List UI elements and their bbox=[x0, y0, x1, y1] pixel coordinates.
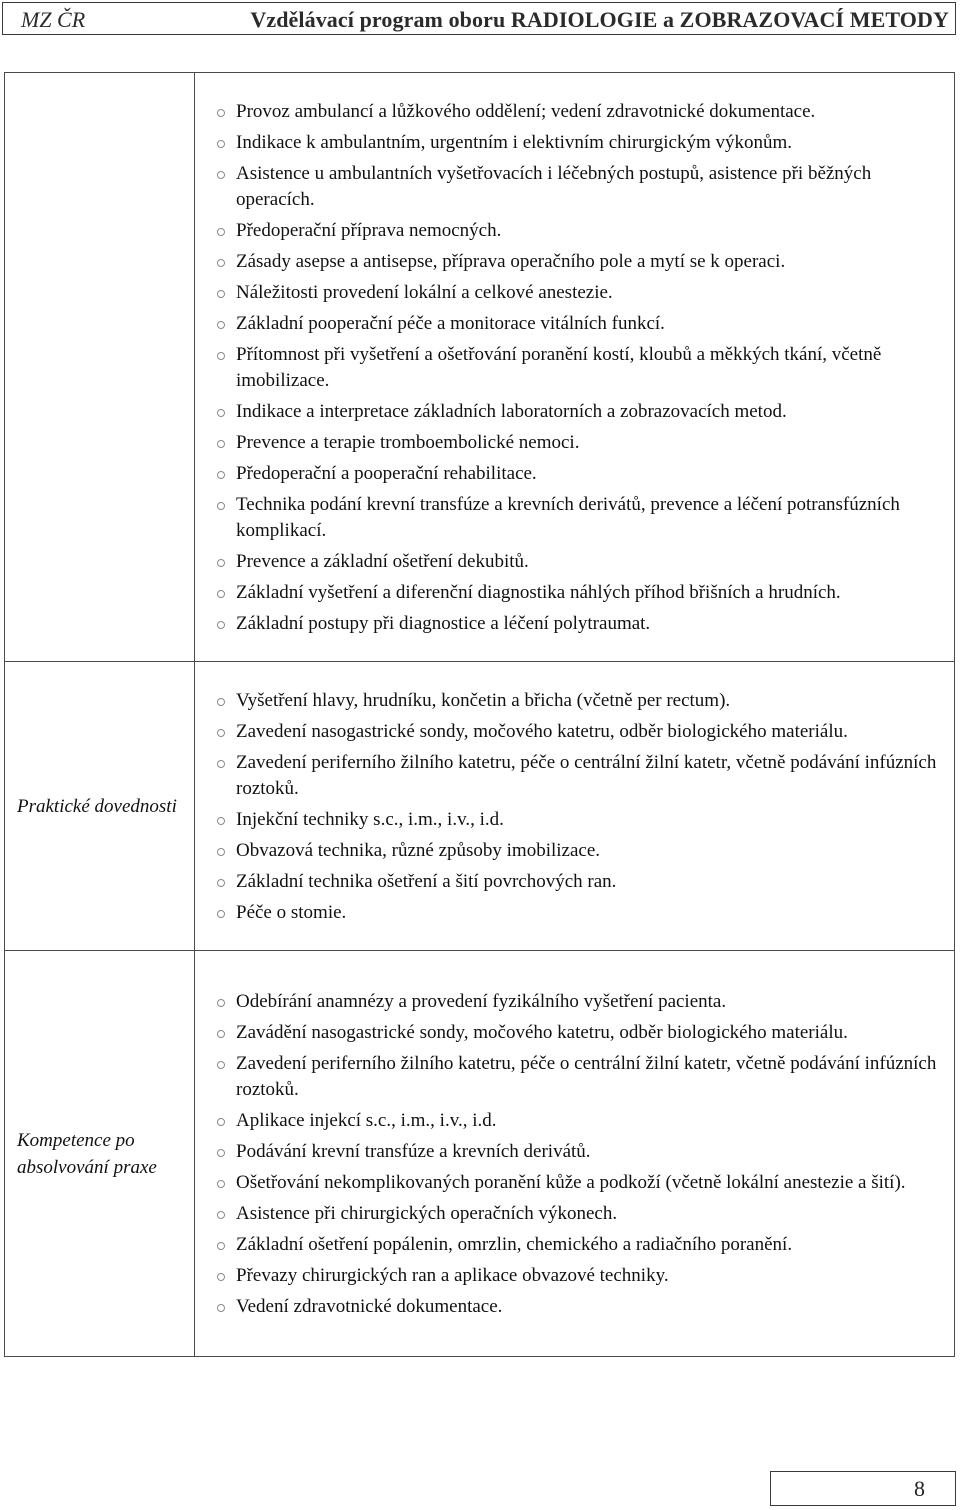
table-row bbox=[5, 662, 955, 951]
page-number-box bbox=[770, 1471, 956, 1506]
page-number: 8 bbox=[914, 1476, 925, 1501]
list-item: Technika podání krevní transfúze a krevních derivátů, prevence a léčení potransfúzních komplikací. bbox=[215, 492, 946, 544]
list-item: Indikace a interpretace základních laboratorních a zobrazovacích metod. bbox=[215, 399, 946, 425]
list-item: Základní pooperační péče a monitorace vitálních funkcí. bbox=[215, 311, 946, 337]
list-item: Náležitosti provedení lokální a celkové anestezie. bbox=[215, 280, 946, 306]
list-item: Základní technika ošetření a šití povrchových ran. bbox=[215, 869, 946, 895]
table-row bbox=[5, 73, 955, 662]
list-item: Předoperační a pooperační rehabilitace. bbox=[215, 461, 946, 487]
curriculum-table bbox=[4, 72, 955, 1357]
list-item: Vyšetření hlavy, hrudníku, končetin a břicha (včetně per rectum). bbox=[215, 688, 946, 714]
list-item: Injekční techniky s.c., i.m., i.v., i.d. bbox=[215, 807, 946, 833]
list-item: Zavedení periferního žilního katetru, péče o centrální žilní katetr, včetně podávání infúzních roztoků. bbox=[215, 1051, 946, 1103]
row-content bbox=[195, 73, 955, 662]
page-header bbox=[2, 2, 956, 35]
list-item: Obvazová technika, různé způsoby imobilizace. bbox=[215, 838, 946, 864]
list-item: Zavedení nasogastrické sondy, močového katetru, odběr biologického materiálu. bbox=[215, 719, 946, 745]
header-program-title: Vzdělávací program oboru RADIOLOGIE a ZOBRAZOVACÍ METODY bbox=[250, 7, 949, 32]
table-row bbox=[5, 951, 955, 1357]
list-item: Indikace k ambulantním, urgentním i elektivním chirurgickým výkonům. bbox=[215, 130, 946, 156]
bullet-list bbox=[215, 99, 946, 637]
list-item: Předoperační příprava nemocných. bbox=[215, 218, 946, 244]
list-item: Základní postupy při diagnostice a léčení polytraumat. bbox=[215, 611, 946, 637]
row-content bbox=[195, 951, 955, 1357]
list-item: Základní vyšetření a diferenční diagnostika náhlých příhod břišních a hrudních. bbox=[215, 580, 946, 606]
list-item: Přítomnost při vyšetření a ošetřování poranění kostí, kloubů a měkkých tkání, včetně imobilizace. bbox=[215, 342, 946, 394]
list-item: Aplikace injekcí s.c., i.m., i.v., i.d. bbox=[215, 1108, 946, 1134]
list-item: Prevence a terapie tromboembolické nemoci. bbox=[215, 430, 946, 456]
row-content bbox=[195, 662, 955, 951]
list-item: Péče o stomie. bbox=[215, 900, 946, 926]
list-item: Asistence při chirurgických operačních výkonech. bbox=[215, 1201, 946, 1227]
list-item: Odebírání anamnézy a provedení fyzikálního vyšetření pacienta. bbox=[215, 989, 946, 1015]
list-item: Ošetřování nekomplikovaných poranění kůže a podkoží (včetně lokální anestezie a šití). bbox=[215, 1170, 946, 1196]
bullet-list bbox=[215, 688, 946, 926]
row-label bbox=[5, 73, 195, 662]
row-label: Praktické dovednosti bbox=[5, 662, 195, 951]
row-label: Kompetence po absolvování praxe bbox=[5, 951, 195, 1357]
bullet-list bbox=[215, 989, 946, 1320]
list-item: Provoz ambulancí a lůžkového oddělení; vedení zdravotnické dokumentace. bbox=[215, 99, 946, 125]
header-ministry: MZ ČR bbox=[21, 7, 86, 32]
list-item: Prevence a základní ošetření dekubitů. bbox=[215, 549, 946, 575]
list-item: Zásady asepse a antisepse, příprava operačního pole a mytí se k operaci. bbox=[215, 249, 946, 275]
list-item: Asistence u ambulantních vyšetřovacích i léčebných postupů, asistence při běžných operacích. bbox=[215, 161, 946, 213]
list-item: Zavedení periferního žilního katetru, péče o centrální žilní katetr, včetně podávání infúzních roztoků. bbox=[215, 750, 946, 802]
list-item: Zavádění nasogastrické sondy, močového katetru, odběr biologického materiálu. bbox=[215, 1020, 946, 1046]
list-item: Vedení zdravotnické dokumentace. bbox=[215, 1294, 946, 1320]
list-item: Podávání krevní transfúze a krevních derivátů. bbox=[215, 1139, 946, 1165]
list-item: Převazy chirurgických ran a aplikace obvazové techniky. bbox=[215, 1263, 946, 1289]
list-item: Základní ošetření popálenin, omrzlin, chemického a radiačního poranění. bbox=[215, 1232, 946, 1258]
